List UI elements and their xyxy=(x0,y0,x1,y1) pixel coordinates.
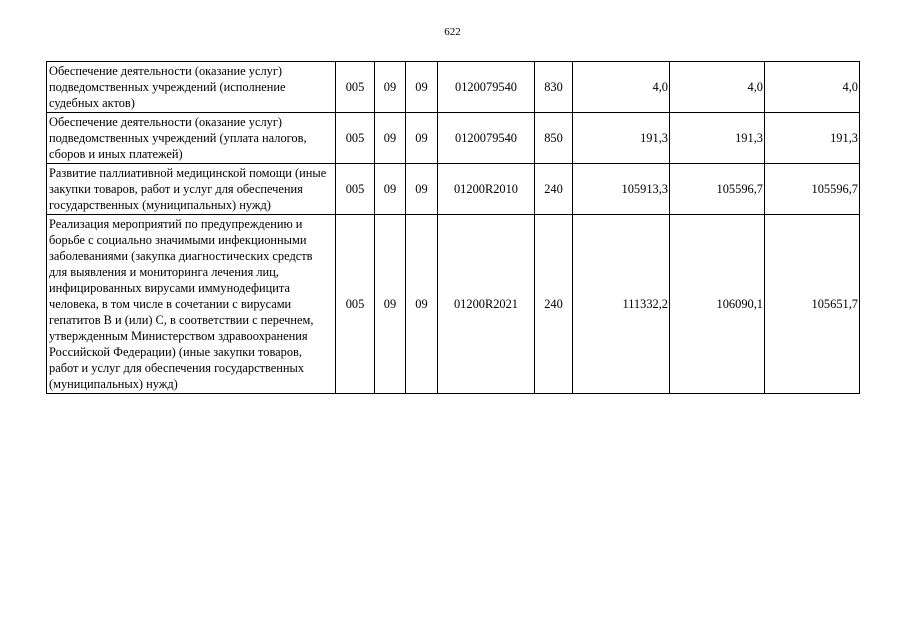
ministry-code-cell: 005 xyxy=(336,62,375,113)
page-number: 622 xyxy=(444,26,461,38)
amount-2-cell: 105596,7 xyxy=(670,164,765,215)
amount-1-cell: 111332,2 xyxy=(573,215,670,394)
row-name-cell: Развитие паллиативной медицинской помощи (иные закупки товаров, работ и услуг для обеспечения государственных (муниципальных) нужд) xyxy=(47,164,336,215)
amount-2-cell: 191,3 xyxy=(670,113,765,164)
row-name-cell: Обеспечение деятельности (оказание услуг) подведомственных учреждений (уплата налогов, сборов и иных платежей) xyxy=(47,113,336,164)
amount-1-cell: 105913,3 xyxy=(573,164,670,215)
expense-type-cell: 830 xyxy=(535,62,573,113)
amount-2-cell: 4,0 xyxy=(670,62,765,113)
section-code-cell: 09 xyxy=(375,215,406,394)
target-article-cell: 0120079540 xyxy=(438,62,535,113)
subsection-code-cell: 09 xyxy=(406,164,438,215)
target-article-cell: 01200R2021 xyxy=(438,215,535,394)
expense-type-cell: 240 xyxy=(535,215,573,394)
amount-3-cell: 105651,7 xyxy=(765,215,860,394)
section-code-cell: 09 xyxy=(375,113,406,164)
subsection-code-cell: 09 xyxy=(406,113,438,164)
table-row xyxy=(47,164,860,215)
amount-1-cell: 4,0 xyxy=(573,62,670,113)
ministry-code-cell: 005 xyxy=(336,164,375,215)
target-article-cell: 0120079540 xyxy=(438,113,535,164)
section-code-cell: 09 xyxy=(375,62,406,113)
ministry-code-cell: 005 xyxy=(336,215,375,394)
section-code-cell: 09 xyxy=(375,164,406,215)
expense-type-cell: 850 xyxy=(535,113,573,164)
amount-3-cell: 191,3 xyxy=(765,113,860,164)
subsection-code-cell: 09 xyxy=(406,62,438,113)
subsection-code-cell: 09 xyxy=(406,215,438,394)
amount-3-cell: 105596,7 xyxy=(765,164,860,215)
expense-type-cell: 240 xyxy=(535,164,573,215)
budget-table xyxy=(46,61,860,394)
table-row xyxy=(47,62,860,113)
table-row xyxy=(47,113,860,164)
ministry-code-cell: 005 xyxy=(336,113,375,164)
amount-2-cell: 106090,1 xyxy=(670,215,765,394)
table-row xyxy=(47,215,860,394)
row-name-cell: Обеспечение деятельности (оказание услуг) подведомственных учреждений (исполнение судебных актов) xyxy=(47,62,336,113)
target-article-cell: 01200R2010 xyxy=(438,164,535,215)
amount-1-cell: 191,3 xyxy=(573,113,670,164)
row-name-cell: Реализация мероприятий по предупреждению и борьбе с социально значимыми инфекционными заболеваниями (закупка диагностических средств для выявления и мониторинга лечения лиц, инфицированных вирусами иммунодефицита человека, в том числе в сочетании с вирусами гепатитов В и (или) С, в соответствии с перечнем, утвержденным Министерством здравоохранения Российской Федерации) (иные закупки товаров, работ и услуг для обеспечения государственных (муниципальных) нужд) xyxy=(47,215,336,394)
amount-3-cell: 4,0 xyxy=(765,62,860,113)
